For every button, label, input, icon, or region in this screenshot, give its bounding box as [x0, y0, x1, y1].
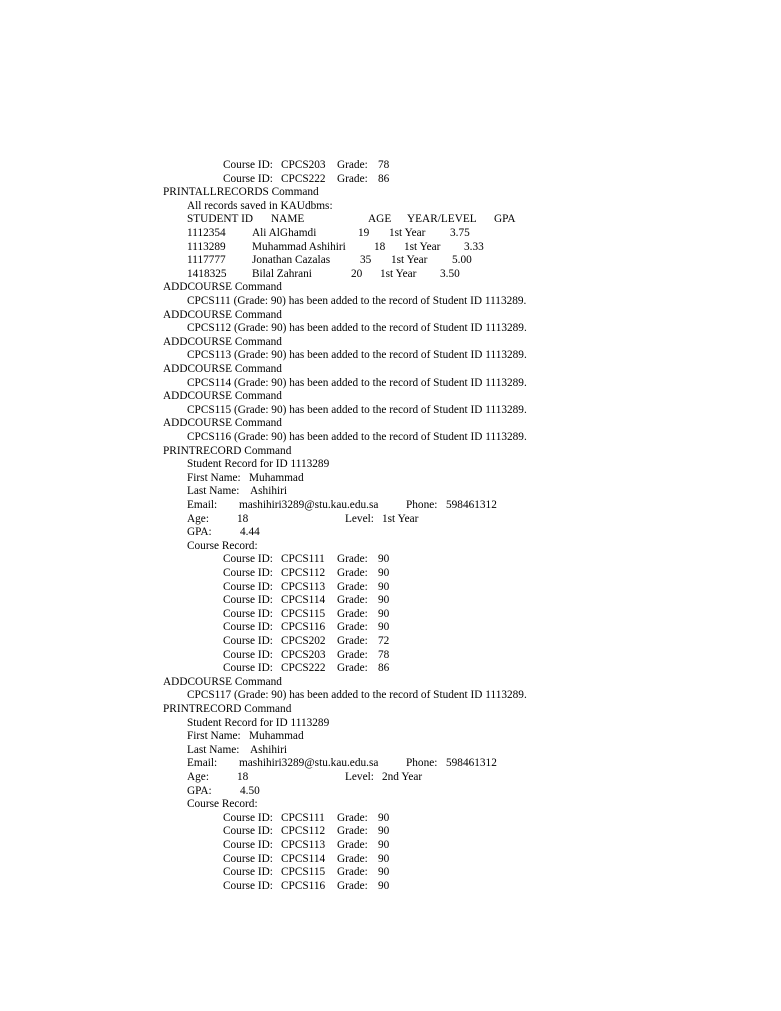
cell-gpa: 5.00: [452, 254, 472, 267]
header-age: AGE: [368, 213, 392, 226]
email-label: Email:: [187, 499, 218, 511]
command-heading: ADDCOURSE Command: [163, 390, 282, 403]
cell-year-level: 1st Year: [391, 254, 428, 267]
addcourse-message: CPCS117 (Grade: 90) has been added to the record of Student ID 1113289.: [187, 689, 527, 702]
grade-value: 86: [378, 172, 390, 185]
course-id-label: Course ID:: [223, 567, 273, 579]
records-title: All records saved in KAUdbms:: [187, 199, 333, 212]
header-gpa: GPA: [494, 213, 516, 226]
cell-name: Ali AlGhamdi: [252, 227, 317, 239]
course-id-label: Course ID:: [223, 839, 273, 851]
cell-gpa: 3.75: [450, 227, 470, 239]
cell-gpa: 3.33: [464, 240, 484, 253]
course-id-label: Course ID:: [223, 879, 273, 892]
command-heading: ADDCOURSE Command: [163, 281, 282, 294]
phone-label: Phone:: [406, 757, 438, 770]
course-id-label: Course ID:: [223, 159, 273, 171]
grade-value: 72: [378, 635, 390, 647]
cell-age: 35: [360, 254, 372, 267]
cell-name: Bilal Zahrani: [252, 267, 312, 280]
last-name-label: Last Name:: [187, 743, 240, 756]
command-heading: PRINTRECORD Command: [163, 444, 292, 457]
level-value: 2nd Year: [382, 771, 423, 783]
grade-value: 90: [378, 580, 390, 593]
grade-label: Grade:: [337, 580, 368, 593]
cell-year-level: 1st Year: [404, 240, 441, 253]
cell-year-level: 1st Year: [389, 227, 426, 239]
cell-student-id: 1418325: [187, 267, 227, 280]
addcourse-message: CPCS116 (Grade: 90) has been added to the record of Student ID 1113289.: [187, 431, 527, 443]
cell-student-id: 1113289: [187, 240, 226, 253]
course-id: CPCS203: [281, 648, 326, 661]
course-id-label: Course ID:: [223, 607, 273, 620]
course-id: CPCS111: [281, 553, 325, 566]
header-name: NAME: [271, 213, 305, 226]
grade-label: Grade:: [337, 811, 368, 824]
age-label: Age:: [187, 512, 209, 525]
gpa-label: GPA:: [187, 784, 212, 797]
email-label: Email:: [187, 757, 218, 770]
record-title: Student Record for ID 1113289: [187, 458, 330, 471]
course-id: CPCS115: [281, 866, 326, 879]
grade-label: Grade:: [337, 648, 368, 661]
course-id-label: Course ID:: [223, 635, 273, 647]
phone-label: Phone:: [406, 499, 438, 511]
command-heading: ADDCOURSE Command: [163, 363, 282, 375]
phone-value: 598461312: [446, 757, 497, 770]
course-id-label: Course ID:: [223, 621, 273, 634]
grade-value: 90: [378, 825, 390, 838]
grade-label: Grade:: [337, 621, 368, 634]
grade-label: Grade:: [337, 553, 368, 566]
course-id-label: Course ID:: [223, 553, 273, 566]
course-id-label: Course ID:: [223, 594, 273, 607]
grade-label: Grade:: [337, 879, 368, 892]
grade-value: 90: [378, 594, 390, 607]
level-value: 1st Year: [382, 512, 419, 525]
course-id-label: Course ID:: [223, 580, 273, 593]
age-value: 18: [237, 771, 249, 783]
command-heading: ADDCOURSE Command: [163, 335, 282, 348]
course-id: CPCS116: [281, 621, 326, 634]
addcourse-message: CPCS114 (Grade: 90) has been added to the record of Student ID 1113289.: [187, 376, 527, 389]
grade-value: 90: [378, 866, 390, 879]
level-label: Level:: [345, 771, 374, 783]
cell-name: Muhammad Ashihiri: [252, 240, 346, 253]
last-name-value: Ashihiri: [250, 743, 288, 756]
course-id: CPCS112: [281, 825, 326, 838]
header-year-level: YEAR/LEVEL: [407, 213, 477, 226]
command-heading: PRINTALLRECORDS Command: [163, 186, 319, 199]
course-id: CPCS112: [281, 567, 326, 579]
phone-value: 598461312: [446, 499, 497, 511]
gpa-value: 4.50: [240, 784, 260, 797]
command-heading: ADDCOURSE Command: [163, 417, 282, 430]
course-id: CPCS114: [281, 852, 326, 865]
last-name-label: Last Name:: [187, 485, 240, 498]
level-label: Level:: [345, 512, 374, 525]
addcourse-message: CPCS115 (Grade: 90) has been added to the record of Student ID 1113289.: [187, 403, 527, 416]
record-title: Student Record for ID 1113289: [187, 716, 330, 729]
course-id: CPCS113: [281, 580, 326, 593]
cell-age: 18: [374, 240, 386, 253]
first-name-value: Muhammad: [249, 471, 304, 484]
course-id-label: Course ID:: [223, 662, 273, 675]
course-record-label: Course Record:: [187, 539, 258, 552]
course-id: CPCS113: [281, 839, 326, 851]
course-id-label: Course ID:: [223, 852, 273, 865]
cell-gpa: 3.50: [440, 267, 460, 280]
grade-label: Grade:: [337, 607, 368, 620]
grade-label: Grade:: [337, 594, 368, 607]
grade-value: 90: [378, 839, 390, 851]
course-id-label: Course ID:: [223, 648, 273, 661]
grade-value: 90: [378, 567, 390, 579]
grade-value: 78: [378, 159, 390, 171]
grade-label: Grade:: [337, 635, 368, 647]
course-id-label: Course ID:: [223, 172, 273, 185]
cell-student-id: 1112354: [187, 227, 226, 239]
email-value: mashihiri3289@stu.kau.edu.sa: [239, 757, 379, 770]
gpa-label: GPA:: [187, 526, 212, 539]
cell-age: 20: [351, 267, 363, 280]
course-id-label: Course ID:: [223, 825, 273, 838]
course-record-label: Course Record:: [187, 798, 258, 811]
grade-value: 86: [378, 662, 390, 675]
addcourse-message: CPCS111 (Grade: 90) has been added to the record of Student ID 1113289.: [187, 295, 527, 307]
grade-label: Grade:: [337, 662, 368, 675]
grade-label: Grade:: [337, 159, 368, 171]
grade-value: 90: [378, 621, 390, 634]
grade-label: Grade:: [337, 852, 368, 865]
command-heading: PRINTRECORD Command: [163, 703, 292, 715]
age-value: 18: [237, 512, 249, 525]
gpa-value: 4.44: [240, 526, 260, 539]
course-id: CPCS202: [281, 635, 326, 647]
cell-age: 19: [358, 227, 370, 239]
grade-label: Grade:: [337, 172, 368, 185]
grade-label: Grade:: [337, 567, 368, 579]
age-label: Age:: [187, 771, 209, 783]
command-heading: ADDCOURSE Command: [163, 675, 282, 688]
course-id: CPCS114: [281, 594, 326, 607]
grade-value: 90: [378, 811, 390, 824]
header-student-id: STUDENT ID: [187, 213, 253, 226]
first-name-label: First Name:: [187, 730, 241, 743]
grade-value: 90: [378, 879, 390, 892]
command-heading: ADDCOURSE Command: [163, 308, 282, 321]
cell-year-level: 1st Year: [380, 267, 417, 280]
grade-label: Grade:: [337, 866, 368, 879]
course-id: CPCS116: [281, 879, 326, 892]
grade-value: 90: [378, 607, 390, 620]
grade-label: Grade:: [337, 825, 368, 838]
last-name-value: Ashihiri: [250, 485, 288, 498]
first-name-label: First Name:: [187, 471, 241, 484]
course-id-label: Course ID:: [223, 866, 273, 879]
course-id: CPCS111: [281, 811, 325, 824]
grade-label: Grade:: [337, 839, 368, 851]
cell-student-id: 1117777: [187, 254, 226, 267]
grade-value: 90: [378, 553, 390, 566]
grade-value: 78: [378, 648, 390, 661]
grade-value: 90: [378, 852, 390, 865]
addcourse-message: CPCS112 (Grade: 90) has been added to the record of Student ID 1113289.: [187, 322, 527, 335]
addcourse-message: CPCS113 (Grade: 90) has been added to the record of Student ID 1113289.: [187, 349, 527, 362]
course-id: CPCS203: [281, 159, 326, 171]
first-name-value: Muhammad: [249, 730, 304, 743]
course-id: CPCS222: [281, 662, 326, 675]
course-id-label: Course ID:: [223, 811, 273, 824]
course-id: CPCS115: [281, 607, 326, 620]
cell-name: Jonathan Cazalas: [252, 254, 331, 267]
course-id: CPCS222: [281, 172, 326, 185]
email-value: mashihiri3289@stu.kau.edu.sa: [239, 499, 379, 511]
